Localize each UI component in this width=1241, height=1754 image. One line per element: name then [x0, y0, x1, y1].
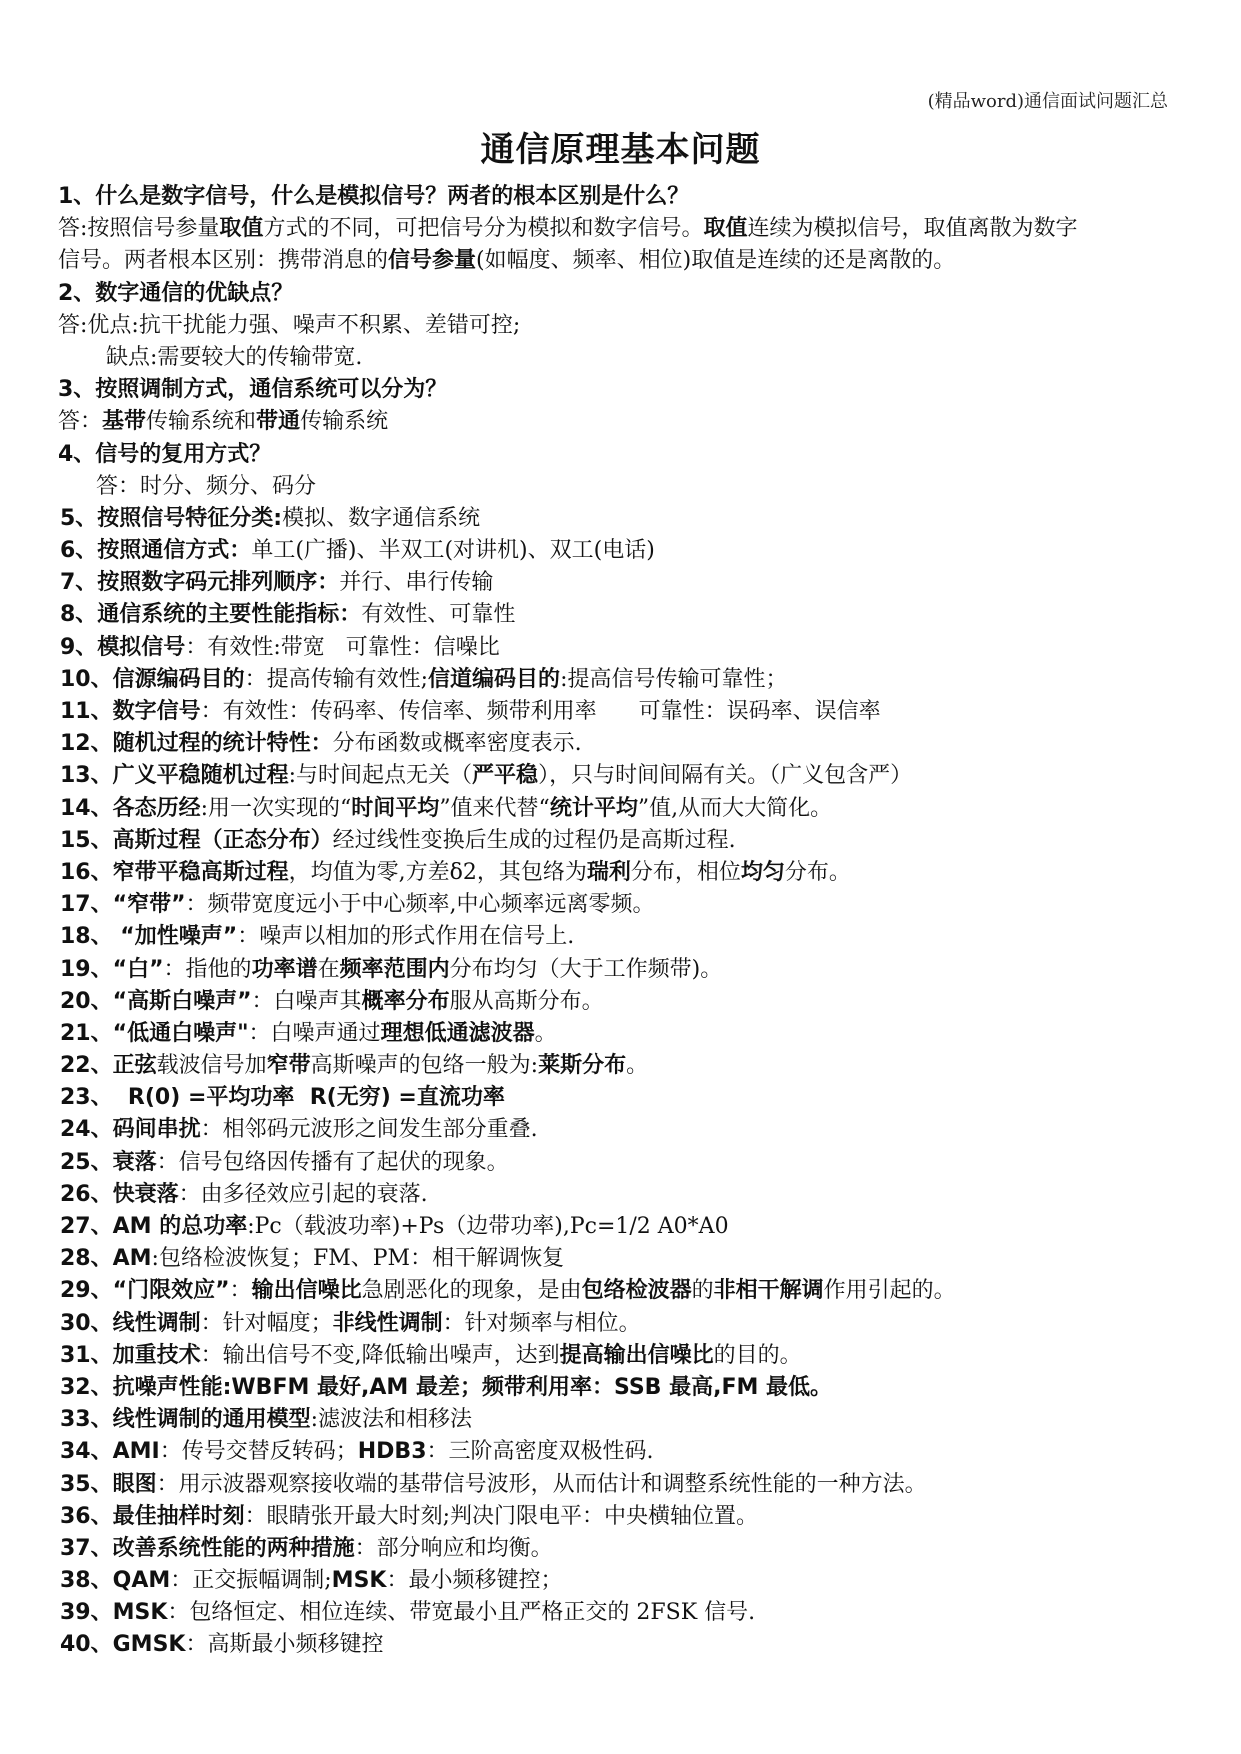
text-segment: ”值,从而大大简化。 — [637, 795, 833, 821]
answer-line — [58, 342, 1170, 374]
text-segment: 模拟、数字通信系统 — [282, 505, 481, 531]
bold-term: 统计平均 — [549, 795, 638, 821]
text-segment: ：部分响应和均衡。 — [354, 1535, 553, 1561]
text-segment: 载波信号加 — [156, 1053, 267, 1079]
text-segment: 分布。 — [784, 859, 851, 885]
bold-term: 8、通信系统的主要性能指标： — [60, 602, 362, 628]
bold-term: 信道编码目的 — [428, 666, 561, 692]
bold-term: 18、 “加性噪声” — [60, 924, 238, 950]
bold-term: 信号参量 — [388, 248, 477, 274]
text-segment: ”值来代替“ — [439, 795, 550, 821]
list-item — [58, 696, 1170, 728]
text-segment: 答：时分、频分、码分 — [96, 473, 317, 499]
text-segment: 方式的不同，可把信号分为模拟和数字信号。 — [263, 216, 704, 242]
text-segment: ：由多径效应引起的衰落. — [178, 1181, 428, 1207]
list-item — [58, 1469, 1170, 1501]
text-segment: 传输系统和 — [146, 409, 257, 435]
bold-term: 正弦 — [112, 1053, 157, 1079]
bold-term: 32、抗噪声性能:WBFM 最好,AM 最差；频带利用率：SSB 最高,FM 最低。 — [60, 1374, 833, 1400]
text-segment: ：用示波器观察接收端的基带信号波形，从而估计和调整系统性能的一种方法。 — [156, 1471, 927, 1497]
text-segment: ：三阶高密度双极性码. — [426, 1439, 654, 1465]
list-item — [58, 664, 1170, 696]
text-segment: ：白噪声通过 — [248, 1020, 381, 1046]
bold-term: 莱斯分布 — [538, 1053, 627, 1079]
bold-term: 38、QAM — [60, 1568, 171, 1594]
list-item — [58, 599, 1170, 631]
answer-line — [58, 471, 1170, 503]
question-heading — [58, 181, 1170, 213]
bold-term: 36、最佳抽样时刻 — [60, 1503, 245, 1529]
text-segment: ：指他的 — [163, 956, 252, 982]
text-segment: 服从高斯分布。 — [449, 988, 604, 1014]
bold-term: 2、数字通信的优缺点？ — [58, 280, 294, 306]
bold-term: 20、“高斯白噪声” — [60, 988, 252, 1014]
bold-term: 16、窄带平稳高斯过程 — [60, 859, 289, 885]
list-item — [58, 535, 1170, 567]
bold-term: 15、高斯过程（正态分布） — [60, 827, 333, 853]
bold-term: 6、按照通信方式： — [60, 538, 252, 564]
bold-term: 30、线性调制 — [60, 1310, 201, 1336]
answer-line — [58, 213, 1170, 245]
bold-term: 40、GMSK — [60, 1632, 186, 1658]
text-segment: ：针对频率与相位。 — [442, 1310, 641, 1336]
text-segment: ：噪声以相加的形式作用在信号上. — [237, 924, 575, 950]
text-segment: 连续为模拟信号，取值离散为数字 — [747, 216, 1078, 242]
list-item — [58, 1340, 1170, 1372]
text-segment: ：针对幅度； — [200, 1310, 333, 1336]
text-segment: :用一次实现的“ — [200, 795, 352, 821]
bold-term: 带通 — [256, 409, 301, 435]
bold-term: 3、按照调制方式，通信系统可以分为？ — [58, 377, 448, 403]
list-item — [58, 760, 1170, 792]
text-segment: 并行、串行传输 — [339, 570, 494, 596]
list-item — [58, 1114, 1170, 1146]
list-item — [58, 728, 1170, 760]
bold-term: 提高输出信噪比 — [559, 1342, 714, 1368]
text-segment: ：传号交替反转码； — [159, 1439, 358, 1465]
bold-term: 取值 — [219, 216, 264, 242]
list-item — [58, 503, 1170, 535]
bold-term: 均匀 — [740, 859, 785, 885]
list-item — [58, 1082, 1170, 1114]
question-heading — [58, 374, 1170, 406]
bold-term: 频率范围内 — [339, 956, 450, 982]
list-item — [58, 1501, 1170, 1533]
text-segment: ，均值为零,方差δ2，其包络为 — [288, 859, 587, 885]
list-item — [58, 1275, 1170, 1307]
answer-line — [58, 406, 1170, 438]
bold-term: 28、AM — [60, 1246, 152, 1272]
text-segment: 答:优点:抗干扰能力强、噪声不积累、差错可控; — [58, 312, 521, 338]
text-segment: 急剧恶化的现象，是由 — [361, 1278, 582, 1304]
list-item — [58, 889, 1170, 921]
bold-term: 窄带 — [266, 1053, 311, 1079]
list-item — [58, 1179, 1170, 1211]
text-segment: ：白噪声其 — [251, 988, 362, 1014]
text-segment: :滤波法和相移法 — [310, 1407, 473, 1433]
bold-term: 非线性调制 — [332, 1310, 443, 1336]
bold-term: 33、线性调制的通用模型 — [60, 1407, 311, 1433]
bold-term: 14、各态历经 — [60, 795, 201, 821]
text-segment: :包络检波恢复；FM、PM：相干解调恢复 — [151, 1246, 565, 1272]
bold-term: 26、快衰落 — [60, 1181, 179, 1207]
list-item — [58, 1243, 1170, 1275]
bold-term: 11、数字信号 — [60, 699, 201, 724]
bold-term: 取值 — [703, 216, 748, 242]
text-segment: (如幅度、频率、相位)取值是连续的还是离散的。 — [476, 248, 956, 274]
bold-term: 1、什么是数字信号，什么是模拟信号？两者的根本区别是什么？ — [58, 184, 690, 209]
list-item — [58, 1372, 1170, 1404]
bold-term: 概率分布 — [361, 988, 450, 1014]
bold-term: 功率谱 — [251, 956, 318, 982]
text-segment: 有效性、可靠性 — [361, 602, 516, 628]
bold-term: 理想低通滤波器 — [380, 1020, 535, 1046]
bold-term: 4、信号的复用方式？ — [58, 441, 272, 467]
bold-term: 29、“门限效应” — [60, 1278, 230, 1304]
text-segment: ：正交振幅调制; — [170, 1568, 332, 1594]
text-segment: 的 — [691, 1278, 714, 1304]
text-segment: ：有效性:带宽 可靠性：信噪比 — [185, 634, 500, 660]
text-segment: 答:按照信号参量 — [58, 216, 220, 242]
text-segment: ：高斯最小频移键控 — [185, 1632, 384, 1658]
list-item — [58, 1597, 1170, 1629]
text-segment: ：包络恒定、相位连续、带宽最小且严格正交的 2FSK 信号. — [167, 1600, 756, 1626]
list-item — [58, 1211, 1170, 1243]
bold-term: 5、按照信号特征分类: — [60, 505, 283, 531]
bold-term: 7、按照数字码元排列顺序： — [60, 570, 340, 596]
page-header: (精品word)通信面试问题汇总 — [927, 91, 1168, 112]
bold-term: 24、码间串扰 — [60, 1117, 201, 1143]
text-segment: ：眼睛张开最大时刻;判决门限电平：中央横轴位置。 — [244, 1503, 759, 1529]
bold-term: 基带 — [102, 409, 147, 435]
text-segment: :提高信号传输可靠性； — [560, 666, 788, 692]
list-item — [58, 1308, 1170, 1340]
bold-term: 时间平均 — [351, 795, 440, 821]
text-segment: ：输出信号不变,降低输出噪声，达到 — [200, 1342, 560, 1368]
list-item — [58, 1565, 1170, 1597]
text-segment: 在 — [317, 956, 340, 982]
bold-term: 21、“低通白噪声" — [60, 1020, 249, 1046]
text-segment: 高斯噪声的包络一般为: — [310, 1053, 539, 1079]
text-segment: 分布均匀（大于工作频带)。 — [449, 956, 723, 982]
text-segment: ：有效性：传码率、传信率、频带利用率 可靠性：误码率、误信率 — [200, 699, 881, 724]
text-segment: 传输系统 — [300, 409, 389, 435]
bold-term: HDB3 — [357, 1439, 427, 1465]
question-heading — [58, 439, 1170, 471]
text-segment: 分布函数或概率密度表示. — [332, 731, 582, 757]
bold-term: 非相干解调 — [713, 1278, 824, 1304]
text-segment: :Pc（载波功率)+Ps（边带功率),Pc=1/2 A0*A0 — [247, 1214, 729, 1239]
list-item — [58, 857, 1170, 889]
list-item — [58, 825, 1170, 857]
bold-term: 25、衰落 — [60, 1149, 157, 1175]
list-item — [58, 1436, 1170, 1468]
bold-term: 包络检波器 — [581, 1278, 692, 1304]
text-segment: ：最小频移键控； — [386, 1568, 563, 1594]
bold-term: 37、改善系统性能的两种措施 — [60, 1535, 355, 1561]
bold-term: 39、MSK — [60, 1600, 168, 1626]
bold-term: 12、随机过程的统计特性： — [60, 731, 333, 757]
text-segment: 信号。两者根本区别：携带消息的 — [58, 248, 389, 274]
list-item — [58, 1147, 1170, 1179]
bold-term: 34、AMI — [60, 1439, 160, 1465]
list-item — [58, 921, 1170, 953]
bold-term: 19、“白” — [60, 956, 164, 982]
bold-term: 输出信噪比 — [251, 1278, 362, 1304]
bold-term: 23、 R(0) =平均功率 R(无穷) =直流功率 — [60, 1085, 505, 1111]
text-segment: 作用引起的。 — [823, 1278, 956, 1304]
bold-term: 31、加重技术 — [60, 1342, 201, 1368]
list-item — [58, 1050, 1170, 1082]
bold-term: MSK — [331, 1568, 387, 1594]
text-segment: 单工(广播)、半双工(对讲机)、双工(电话) — [251, 538, 655, 564]
text-segment: ：信号包络因传播有了起伏的现象。 — [156, 1149, 509, 1175]
bold-term: 13、广义平稳随机过程 — [60, 763, 289, 789]
bold-term: 严平稳 — [472, 763, 539, 789]
text-segment: 。 — [626, 1053, 649, 1079]
text-segment: ：频带宽度远小于中心频率,中心频率远离零频。 — [185, 892, 655, 918]
list-item — [58, 1018, 1170, 1050]
bold-term: 10、信源编码目的 — [60, 666, 245, 692]
bold-term: 9、模拟信号 — [60, 634, 186, 660]
list-item — [58, 1629, 1170, 1661]
list-item — [58, 632, 1170, 664]
bold-term: 17、“窄带” — [60, 892, 186, 918]
text-segment: 分布，相位 — [630, 859, 741, 885]
list-item — [58, 1533, 1170, 1565]
question-heading — [58, 278, 1170, 310]
answer-line — [58, 245, 1170, 277]
bold-term: 22、 — [60, 1053, 113, 1079]
text-segment: 缺点:需要较大的传输带宽. — [106, 344, 363, 370]
list-item — [58, 1404, 1170, 1436]
text-segment: 。 — [534, 1020, 557, 1046]
list-item — [58, 567, 1170, 599]
list-item — [58, 793, 1170, 825]
bold-term: 27、AM 的总功率 — [60, 1214, 248, 1239]
list-item — [58, 954, 1170, 986]
text-segment: ： — [229, 1278, 252, 1304]
answer-line — [58, 310, 1170, 342]
text-segment: ），只与时间间隔有关。（广义包含严） — [538, 763, 913, 789]
text-segment: 的目的。 — [713, 1342, 802, 1368]
bold-term: 瑞利 — [586, 859, 631, 885]
text-segment: 答： — [58, 409, 103, 435]
page-title: 通信原理基本问题 — [480, 130, 761, 170]
text-segment: ：相邻码元波形之间发生部分重叠. — [200, 1117, 538, 1143]
text-segment: :与时间起点无关（ — [288, 763, 473, 789]
text-segment: 经过线性变换后生成的过程仍是高斯过程. — [332, 827, 736, 853]
list-item — [58, 986, 1170, 1018]
text-segment: ：提高传输有效性; — [244, 666, 429, 692]
document-body — [58, 181, 1170, 1662]
bold-term: 35、眼图 — [60, 1471, 157, 1497]
